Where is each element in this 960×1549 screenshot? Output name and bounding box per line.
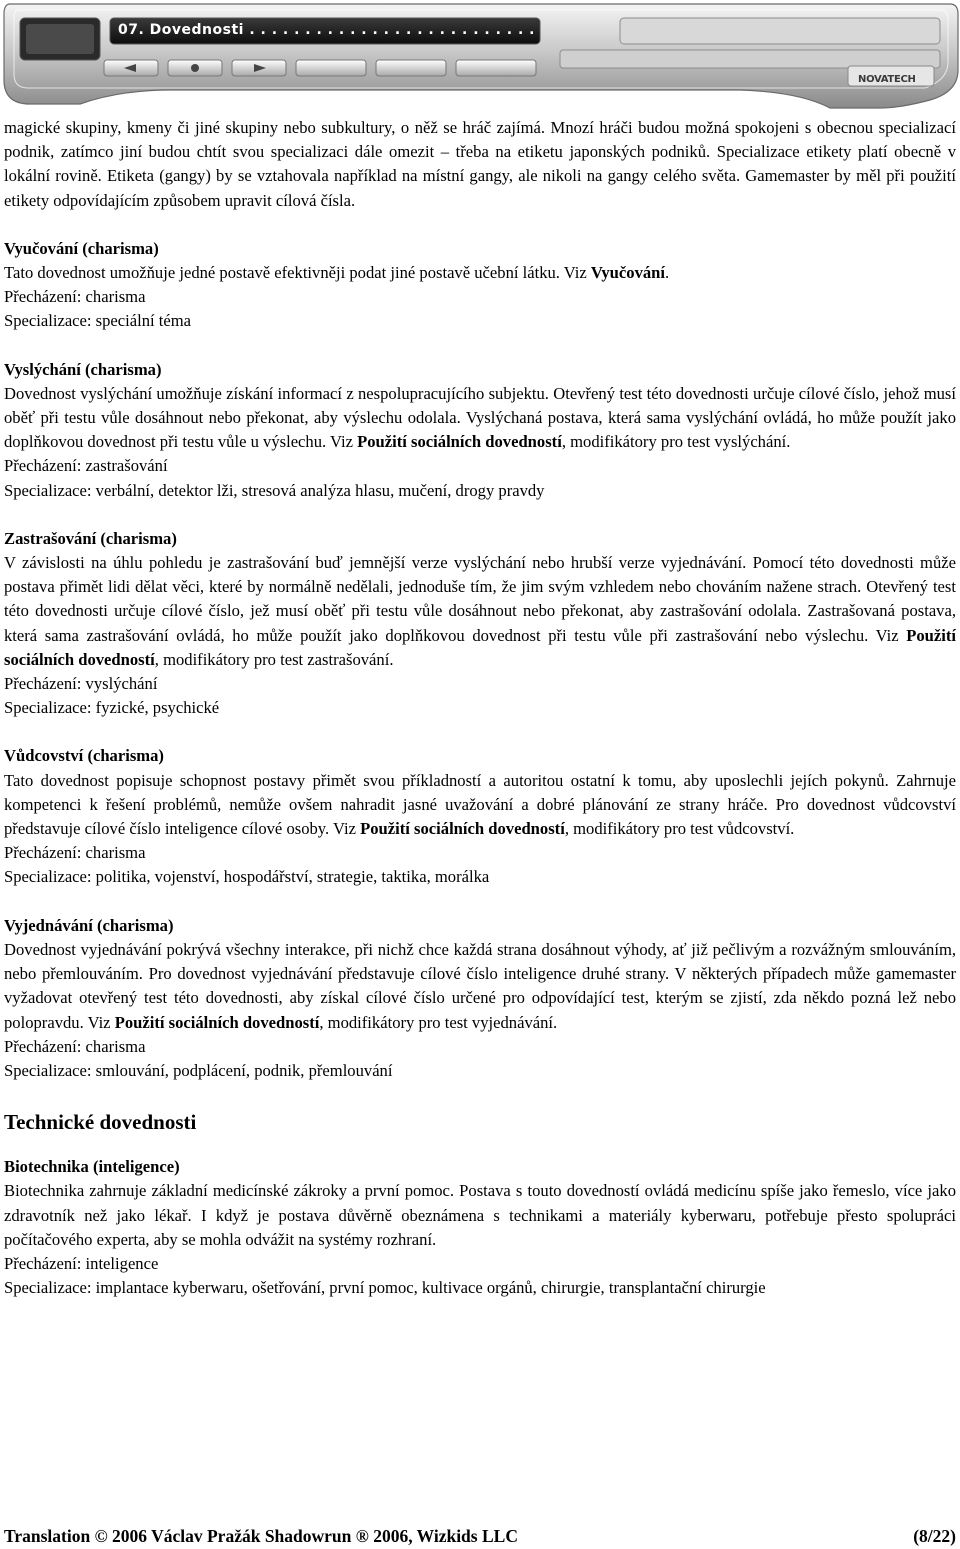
header-frame-graphic — [0, 0, 960, 112]
header-buttons — [104, 60, 536, 76]
skill-vyucovani — [4, 237, 956, 334]
skill-title: Vyjednávání (charisma) — [4, 915, 174, 935]
intro-paragraph: magické skupiny, kmeny či jiné skupiny nebo subkultury, o něž se hráč zajímá. Mnozí hráči budou možná spokojeni s obecnou specializací podnik, zatímco jiní budou chtít svou specializaci dále omezit – třeba na etiketu japonských podniků. Specializace etikety platí obecně v lokální rovině. Etiketa (gangy) by se vztahovala například na místní gangy, ale nikoli na gangy celého světa. Gamemaster by měl při použití etikety odpovídajícím způsobem upravit cílová čísla. — [4, 118, 956, 210]
skill-description: Dovednost vyslýchání umožňuje získání informací z nespolupracujícího subjektu. Otevřený test této dovednosti určuje cílové číslo, jehož musí oběť při testu vůle dosáhnout nebo překonat, aby výslechu odolala. Vyslýchaná postava, která sama vyslýchání ovládá, ho může použít jako doplňkovou dovednost při testu vůle u výslechu. Viz Použití sociálních dovedností, modifikátory pro test vyslýchání. — [4, 383, 956, 452]
skill-description: Tato dovednost umožňuje jedné postavě efektivněji podat jiné postavě učební látku. Viz Vyučování. — [4, 263, 670, 283]
skill-title: Vůdcovství (charisma) — [4, 746, 164, 766]
page-number: (8/22) — [913, 1526, 956, 1546]
skill-default: Přecházení: zastrašování — [4, 456, 168, 476]
skill-default: Přecházení: charisma — [4, 287, 146, 307]
cross-reference: Použití sociálních dovedností — [4, 625, 956, 669]
page-content — [4, 116, 956, 1300]
skill-specialization: Specializace: implantace kyberwaru, ošetřování, první pomoc, kultivace orgánů, chirurgie, transplantační chirurgie — [4, 1278, 766, 1298]
skill-default: Přecházení: inteligence — [4, 1253, 159, 1273]
chapter-title: 07. Dovednosti . . . . . . . . . . . . . . . . . . . . . . . . . . — [118, 22, 535, 38]
page-header — [0, 0, 960, 112]
page-footer — [4, 1524, 956, 1548]
skill-specialization: Specializace: politika, vojenství, hospodářství, strategie, taktika, morálka — [4, 867, 490, 887]
cross-reference: Použití sociálních dovedností — [360, 819, 565, 839]
skill-title: Vyučování (charisma) — [4, 238, 159, 258]
cross-reference: Použití sociálních dovedností — [357, 432, 562, 452]
skill-specialization: Specializace: fyzické, psychické — [4, 698, 220, 718]
novatech-logo: NOVATECH — [858, 74, 916, 85]
skill-description: Tato dovednost popisuje schopnost postavy přimět svou příkladností a autoritou ostatní k tomu, aby uposlechli jejích pokynů. Zahrnuje kompetenci k řešení problémů, nemůže ovšem nahradit jasné uvažování a dobré plánování ze strany hráče. Pro dovednost vůdcovství představuje cílové číslo inteligence cílové osoby. Viz Použití sociálních dovedností, modifikátory pro test vůdcovství. — [4, 770, 956, 839]
skill-default: Přecházení: vyslýchání — [4, 674, 158, 694]
skill-description: Biotechnika zahrnuje základní medicínské zákroky a první pomoc. Postava s touto dovedností ovládá medicínu spíše jako řemeslo, více jako zdravotník než jako lékař. I když je postava důvěrně obeznámena s technikami a materiály kyberwaru, potřebuje přesto spolupráci počítačového experta, aby se mohla odvážit na systémy rozhraní. — [4, 1181, 956, 1249]
skill-title: Biotechnika (inteligence) — [4, 1157, 180, 1177]
skill-specialization: Specializace: speciální téma — [4, 311, 192, 331]
skill-vyjednavani — [4, 914, 956, 1083]
skill-specialization: Specializace: verbální, detektor lži, stresová analýza hlasu, mučení, drogy pravdy — [4, 480, 545, 500]
footer-credit: Translation © 2006 Václav Pražák Shadowrun ® 2006, Wizkids LLC — [4, 1526, 518, 1546]
skill-title: Vyslýchání (charisma) — [4, 359, 162, 379]
skill-description: Dovednost vyjednávání pokrývá všechny interakce, při nichž chce každá strana dosáhnout výhody, ať již pečlivým a rozvážným smlouváním, nebo přemlouváním. Pro dovednost vyjednávání představuje cílové číslo inteligence druhé strany. V některých případech může gamemaster vyžadovat otevřený test této dovednosti, aby získal cílové číslo určené pro odpovídající test, kterým se zjistí, zda někdo pozná lež nebo polopravdu. Viz Použití sociálních dovedností, modifikátory pro test vyjednávání. — [4, 939, 956, 1032]
skill-biotechnika — [4, 1155, 956, 1300]
skill-description: V závislosti na úhlu pohledu je zastrašování buď jemnější verze vyslýchání nebo hrubší verze vyjednávání. Pomocí této dovednosti může postava přimět lidi dělat věci, které by normálně nedělali, jednoduše tím, že jim svým vzhledem nebo chováním nažene strach. Otevřený test této dovednosti určuje cílové číslo, jež musí oběť při testu vůle dosáhnout nebo překonat, aby zastrašování odolala. Zastrašovaná postava, která sama zastrašování ovládá, ho může použít jako doplňkovou dovednost při testu vůle při zastrašování nebo výslechu. Viz Použití sociálních dovedností, modifikátory pro test zastrašování. — [4, 553, 956, 669]
skill-vyslychani — [4, 358, 956, 503]
skill-title: Zastrašování (charisma) — [4, 528, 177, 548]
skill-vudcovstvi — [4, 744, 956, 889]
cross-reference: Použití sociálních dovedností — [114, 1012, 320, 1032]
skill-default: Přecházení: charisma — [4, 1036, 146, 1056]
skill-default: Přecházení: charisma — [4, 843, 146, 863]
skill-specialization: Specializace: smlouvání, podplácení, podnik, přemlouvání — [4, 1060, 393, 1080]
section-heading: Technické dovednosti — [4, 1110, 197, 1135]
skill-zastrasovani — [4, 527, 956, 721]
cross-reference: Vyučování — [590, 263, 666, 283]
